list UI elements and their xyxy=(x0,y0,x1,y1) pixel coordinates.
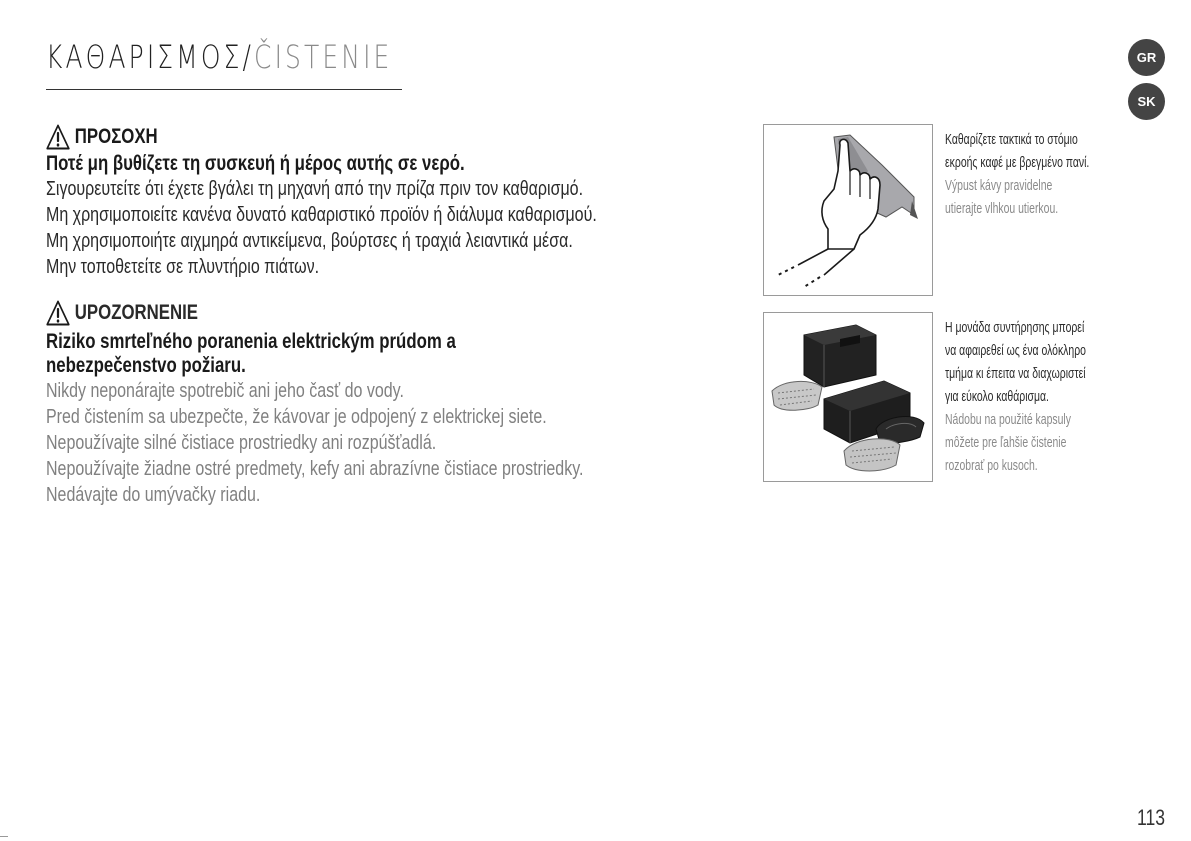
warning-triangle-icon xyxy=(46,300,70,326)
capsule-container-parts-illustration xyxy=(764,313,932,481)
warning-line-sk: Nikdy neponárajte spotrebič ani jeho časť do vody. xyxy=(46,380,404,402)
caption-line-sk: utierajte vlhkou utierkou. xyxy=(945,201,1059,217)
warning-triangle-icon xyxy=(46,124,70,150)
caption-line-gr: τμήμα κι έπειτα να διαχωριστεί xyxy=(945,366,1086,382)
warning-block-gr xyxy=(46,124,686,280)
warning-block-sk xyxy=(46,300,686,508)
caption-line-sk: Výpust kávy pravidelne xyxy=(945,178,1053,194)
caption-wipe-spout xyxy=(945,129,1150,221)
crop-mark xyxy=(0,836,8,837)
warning-line-gr: Μη χρησιμοποιήτε αιχμηρά αντικείμενα, βούρτσες ή τραχιά λειαντικά μέσα. xyxy=(46,230,573,252)
language-badge-sk: SK xyxy=(1128,83,1165,120)
title-underline xyxy=(46,89,402,90)
hand-wiping-illustration xyxy=(764,125,932,295)
warning-heading-sk xyxy=(46,300,686,326)
caption-capsule-container xyxy=(945,317,1150,478)
caption-line-gr: Η μονάδα συντήρησης μπορεί xyxy=(945,320,1085,336)
caption-line-sk: môžete pre ľahšie čistenie xyxy=(945,435,1067,451)
warning-heading-text-gr: ΠΡΟΣΟΧΗ xyxy=(74,125,158,148)
caption-line-gr: εκροής καφέ με βρεγμένο πανί. xyxy=(945,155,1090,171)
caption-line-sk: Nádobu na použité kapsuly xyxy=(945,412,1071,428)
figure-wipe-spout xyxy=(763,124,933,296)
warning-line-sk: Nepoužívajte silné čistiace prostriedky ani rozpúšťadlá. xyxy=(46,432,437,454)
figure-capsule-container xyxy=(763,312,933,482)
warning-subheading-sk-2: nebezpečenstvo požiaru. xyxy=(46,354,246,377)
language-badge-gr: GR xyxy=(1128,39,1165,76)
page-title xyxy=(46,38,393,76)
warning-line-sk: Pred čistením sa ubezpečte, že kávovar je odpojený z elektrickej siete. xyxy=(46,406,547,428)
page-title-sk: ČISTENIE xyxy=(254,38,393,76)
warning-line-gr: Μην τοποθετείτε σε πλυντήριο πιάτων. xyxy=(46,256,320,278)
warning-heading-gr xyxy=(46,124,686,150)
warning-line-gr: Σιγουρευτείτε ότι έχετε βγάλει τη μηχανή από την πρίζα πριν τον καθαρισμό. xyxy=(46,178,584,200)
caption-line-gr: για εύκολο καθάρισμα. xyxy=(945,389,1049,405)
caption-line-gr: να αφαιρεθεί ως ένα ολόκληρο xyxy=(945,343,1086,359)
warning-subheading-sk-1: Riziko smrteľného poranenia elektrickým prúdom a xyxy=(46,330,456,353)
page-title-gr: ΚΑΘΑΡΙΣΜΟΣ/ xyxy=(46,38,255,76)
warning-line-sk: Nedávajte do umývačky riadu. xyxy=(46,484,261,506)
page-number: 113 xyxy=(1137,805,1166,830)
warning-subheading-gr: Ποτέ μη βυθίζετε τη συσκευή ή μέρος αυτής σε νερό. xyxy=(46,152,465,175)
warning-line-sk: Nepoužívajte žiadne ostré predmety, kefy ani abrazívne čistiace prostriedky. xyxy=(46,458,584,480)
caption-line-gr: Καθαρίζετε τακτικά το στόμιο xyxy=(945,132,1078,148)
warning-line-gr: Μη χρησιμοποιείτε κανένα δυνατό καθαριστικό προϊόν ή διάλυμα καθαρισμού. xyxy=(46,204,597,226)
warning-heading-text-sk: UPOZORNENIE xyxy=(74,301,199,324)
caption-line-sk: rozobrať po kusoch. xyxy=(945,458,1038,474)
